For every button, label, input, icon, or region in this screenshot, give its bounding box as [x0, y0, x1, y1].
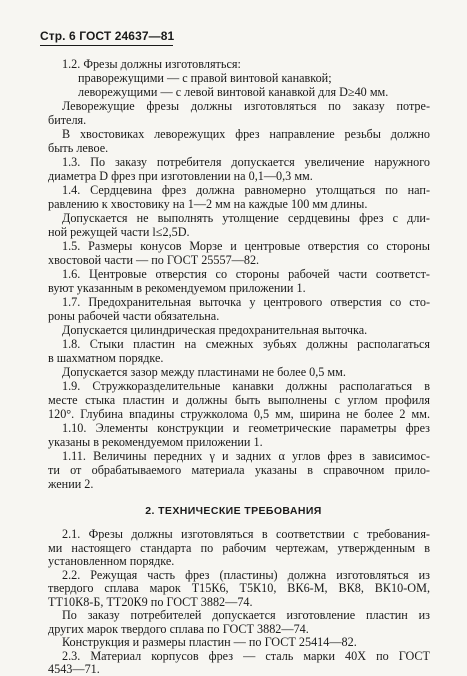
text-line: Допускается цилиндрическая предохранительная выточка. [62, 323, 368, 337]
text-line: 2.3. Материал корпусов фрез — сталь марки 40Х по ГОСТ [62, 648, 430, 663]
text-line: ТТ10К8-Б, ТТ20К9 по ГОСТ 3882—74. [48, 594, 253, 609]
text-line: диаметра D фрез при изготовлении на 0,1—0,3 мм. [48, 169, 313, 183]
text-line: месте стыка пластин и должны быть выполнены с углом профиля [48, 393, 430, 407]
text-line: 1.7. Предохранительная выточка у центрового отверстия со сто- [62, 295, 430, 309]
text-line: 1.8. Стыки пластин на смежных зубьях должны располагаться [62, 337, 430, 351]
text-line: Леворежущие фрезы должны изготовляться по заказу потре- [62, 99, 430, 113]
page-header: Стр. 6 ГОСТ 24637—81 [40, 29, 175, 43]
text-line: По заказу потребителей допускается изготовление пластин из [62, 608, 430, 622]
text-line: равлению к хвостовику на 1—2 мм на каждые 100 мм длины. [48, 197, 368, 211]
text-line: в шахматном порядке. [48, 351, 164, 365]
text-line: 1.3. По заказу потребителя допускается увеличение наружного [62, 155, 430, 169]
text-line: 4543—71. [48, 662, 100, 676]
text-line: 1.9. Стружкоразделительные канавки должны располагаться в [62, 379, 430, 393]
text-line: Конструкция и размеры пластин — по ГОСТ 25414—82. [62, 635, 357, 649]
text-line: 1.5. Размеры конусов Морзе и центровые отверстия со стороны [62, 239, 430, 253]
text-line: 1.2. Фрезы должны изготовляться: [62, 57, 241, 71]
text-line: ной режущей части l≤2,5D. [48, 225, 190, 239]
text-line: 2.2. Режущая часть фрез (пластины) должна изготовляться из [62, 567, 430, 582]
text-line: указаны в рекомендуемом приложении 1. [48, 435, 263, 449]
text-line: других марок твердого сплава по ГОСТ 3882—74. [48, 621, 309, 636]
text-line: бителя. [48, 113, 87, 127]
text-line: 120°. Глубина впадины стружколома 0,5 мм, ширина не более 2 мм. [48, 407, 430, 421]
text-line: Допускается зазор между пластинами не более 0,5 мм. [62, 365, 346, 379]
text-line: 1.10. Элементы конструкции и геометрические параметры фрез [62, 421, 430, 435]
section-title: 2. ТЕХНИЧЕСКИЕ ТРЕБОВАНИЯ [145, 505, 322, 517]
text-line: Допускается не выполнять утолщение сердцевины фрез с дли- [62, 211, 430, 225]
text-line: 2.1. Фрезы должны изготовляться в соответствии с требования- [62, 527, 430, 541]
text-line: роны рабочей части обязательна. [48, 309, 220, 323]
text-line: 1.4. Сердцевина фрез должна равномерно утолщаться по нап- [62, 183, 430, 197]
text-line: В хвостовиках леворежущих фрез направление резьбы должно [62, 127, 430, 141]
text-line: твердого сплава марок Т15К6, Т5К10, ВК6-М, ВК8, ВК10-ОМ, [48, 581, 430, 595]
text-line: жении 2. [48, 477, 94, 491]
text-line: ти от обрабатываемого материала указаны в справочном прило- [48, 463, 430, 477]
text-line: 1.11. Величины передних γ и задних α углов фрез в зависимос- [62, 449, 430, 463]
text-line: праворежущими — с правой винтовой канавкой; [78, 71, 332, 85]
text-line: леворежущими — с левой винтовой канавкой для D≥40 мм. [78, 85, 389, 99]
text-line: установленном порядке. [48, 554, 175, 568]
text-line: 1.6. Центровые отверстия со стороны рабочей части соответст- [62, 267, 430, 281]
text-line: хвостовой части — по ГОСТ 25557—82. [48, 253, 260, 267]
text-line: ми настоящего стандарта по рабочим чертежам, утвержденным в [48, 540, 430, 555]
header-rule [40, 45, 173, 46]
text-line: быть левое. [48, 141, 109, 155]
text-line: вуют указанным в рекомендуемом приложении 1. [48, 281, 306, 295]
